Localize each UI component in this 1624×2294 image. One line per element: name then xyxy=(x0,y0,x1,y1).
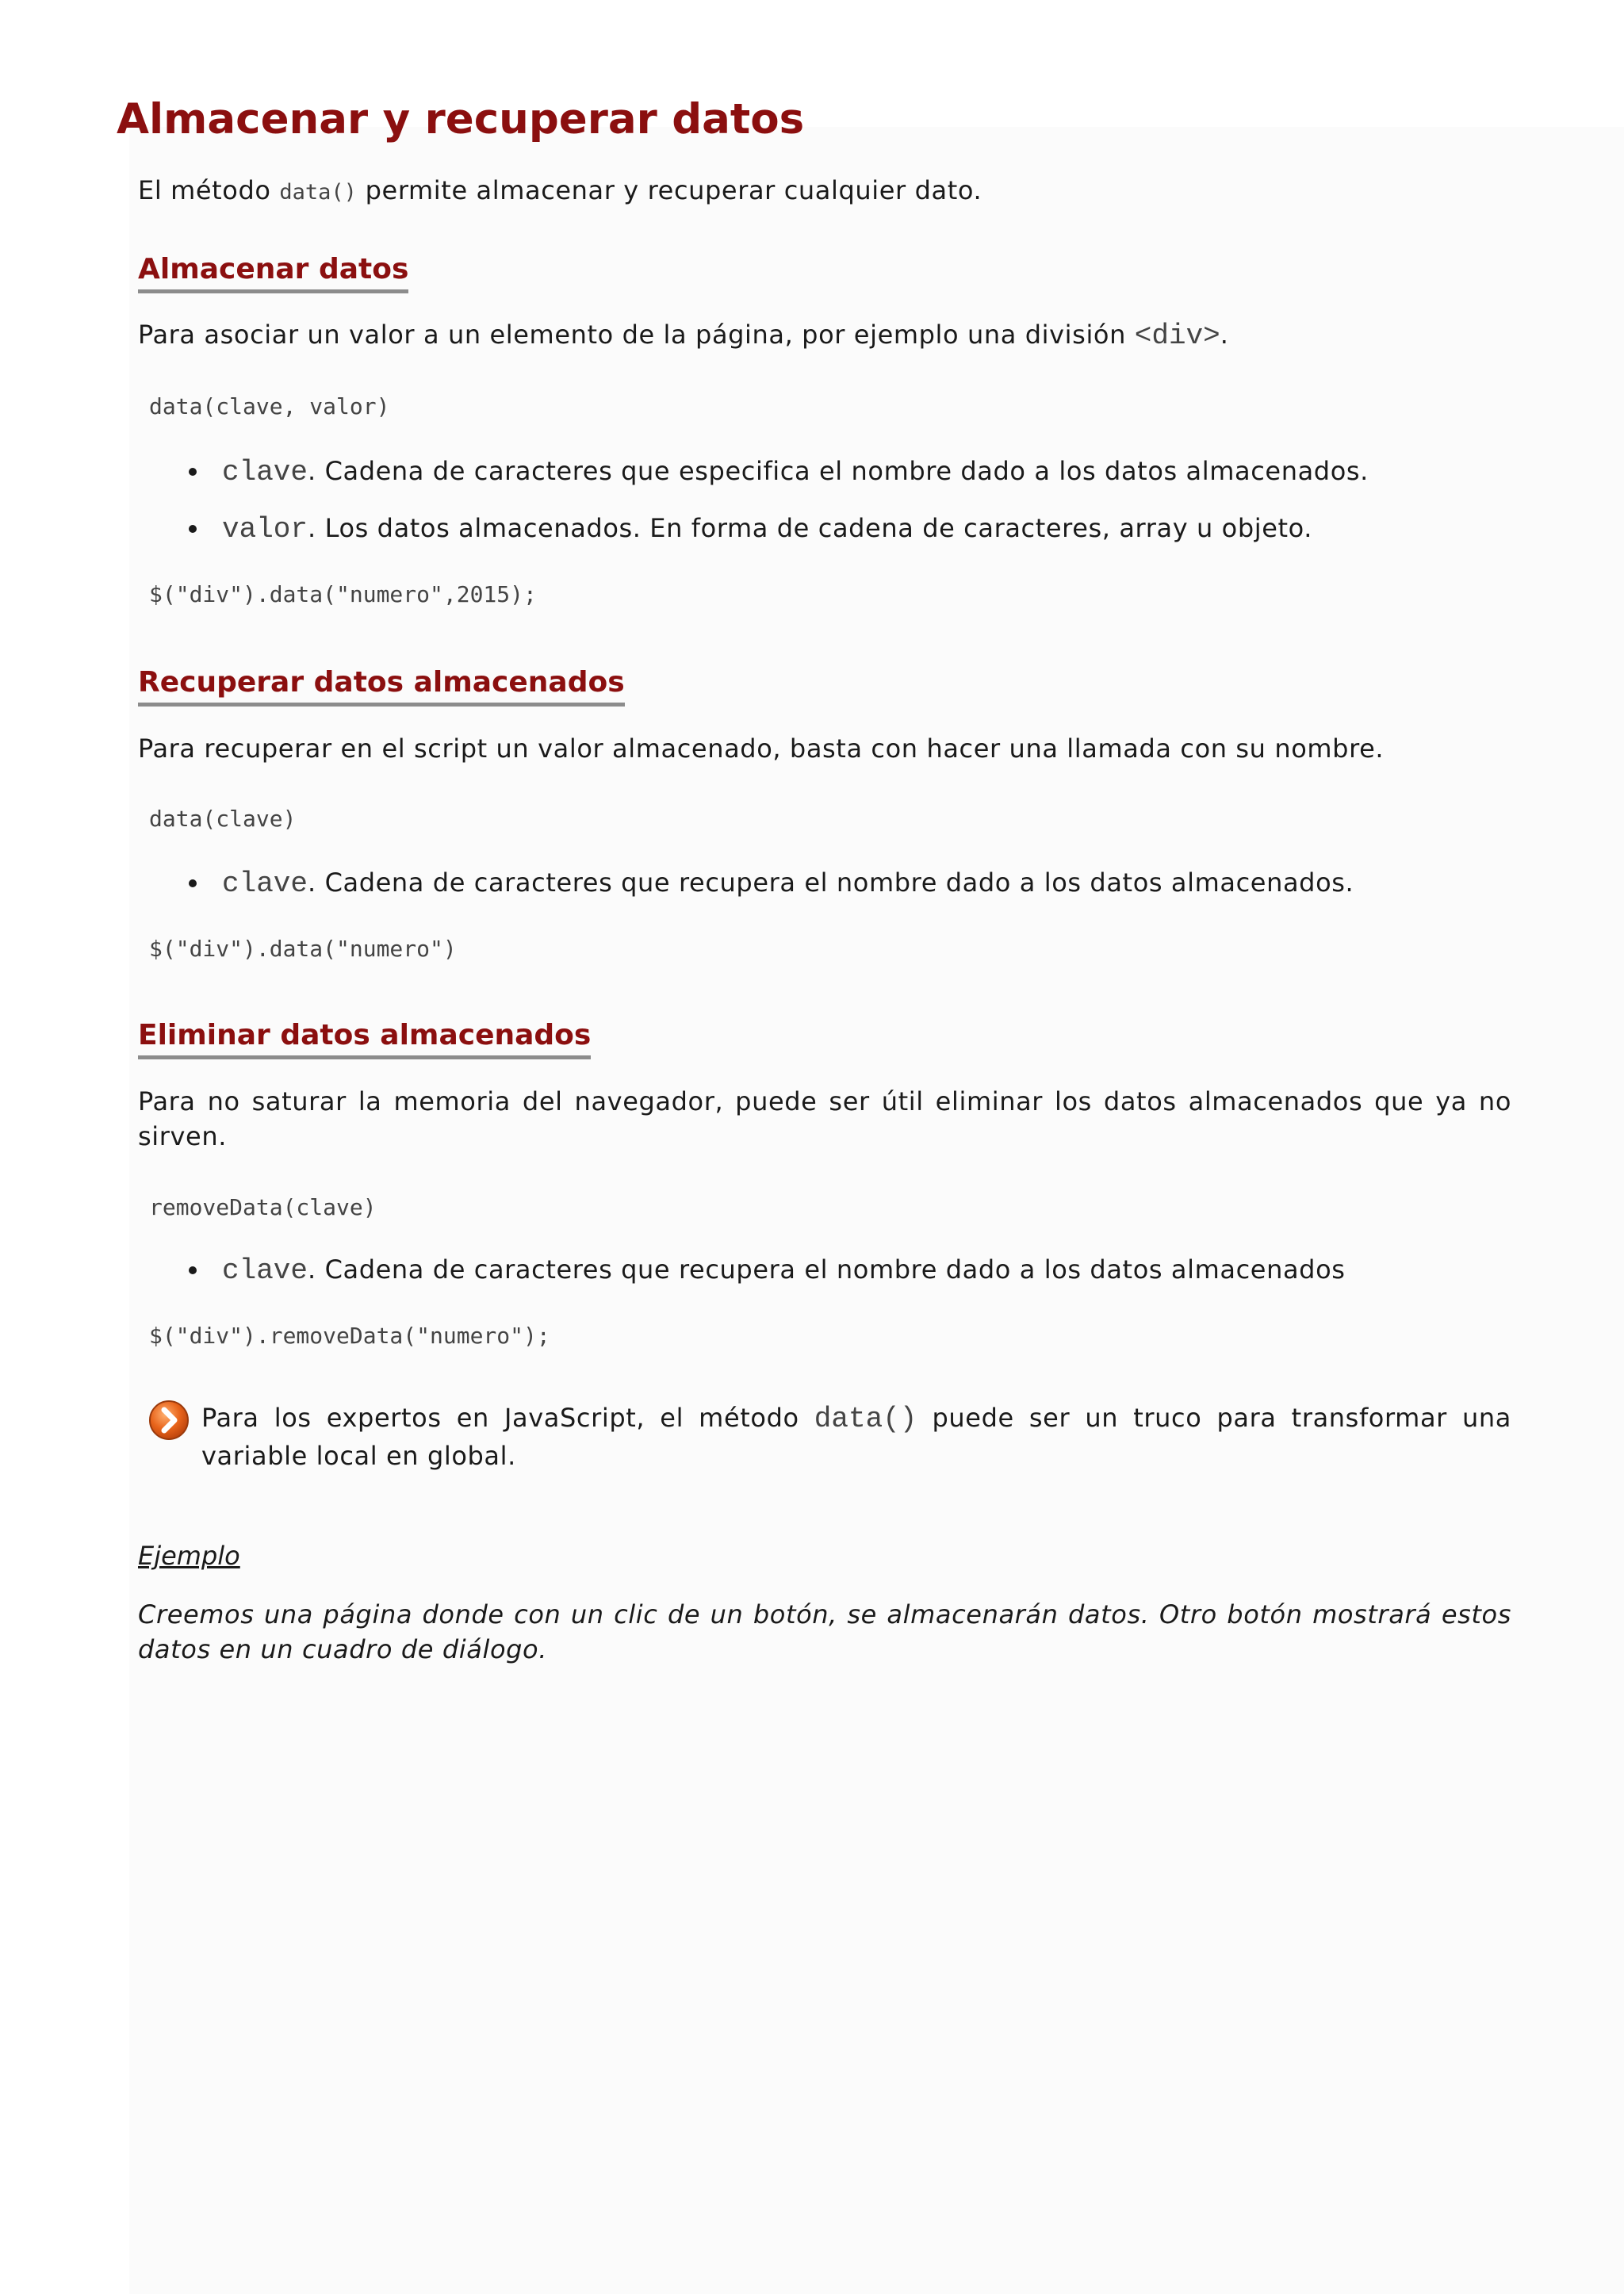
syntax-code-almacenar: data(clave, valor) xyxy=(149,393,390,419)
description-text-after: . xyxy=(1220,320,1229,350)
param-name: clave xyxy=(222,867,308,900)
param-name: clave xyxy=(222,456,308,488)
intro-code: data() xyxy=(279,180,357,205)
syntax-code-eliminar: removeData(clave) xyxy=(149,1194,377,1220)
bullet-icon xyxy=(189,1266,197,1274)
param-description: . Cadena de caracteres que recupera el nombre dado a los datos almacenados xyxy=(308,1254,1346,1285)
intro-text-before: El método xyxy=(138,175,280,205)
example-label: Ejemplo xyxy=(138,1541,240,1571)
section-heading-recuperar: Recuperar datos almacenados xyxy=(138,664,625,707)
bullet-icon xyxy=(189,468,197,476)
tip-note xyxy=(201,1400,1511,1474)
chevron-right-icon xyxy=(148,1400,190,1441)
bullet-icon xyxy=(189,879,197,887)
param-description: . Los datos almacenados. En forma de cadena de caracteres, array u objeto. xyxy=(308,513,1313,543)
param-name: valor xyxy=(222,513,308,546)
example-code-recuperar: $("div").data("numero") xyxy=(149,936,457,962)
tip-text-before: Para los expertos en JavaScript, el método xyxy=(201,1403,814,1433)
page-title: Almacenar y recuperar datos xyxy=(117,95,805,144)
example-description: Creemos una página donde con un clic de un botón, se almacenarán datos. Otro botón mostrará estos datos en un cuadro de diálogo. xyxy=(138,1599,1511,1664)
param-description: . Cadena de caracteres que especifica el nombre dado a los datos almacenados. xyxy=(308,456,1369,486)
param-description: . Cadena de caracteres que recupera el nombre dado a los datos almacenados. xyxy=(308,867,1354,898)
intro-paragraph xyxy=(138,173,1511,210)
example-code-almacenar: $("div").data("numero",2015); xyxy=(149,581,537,607)
description-text-before: Para asociar un valor a un elemento de la página, por ejemplo una división xyxy=(138,320,1135,350)
tip-code: data() xyxy=(814,1403,917,1435)
example-code-eliminar: $("div").removeData("numero"); xyxy=(149,1323,550,1349)
section-description-almacenar xyxy=(138,317,1511,354)
section-heading-eliminar: Eliminar datos almacenados xyxy=(138,1017,591,1059)
syntax-code-recuperar: data(clave) xyxy=(149,806,297,832)
section-heading-almacenar: Almacenar datos xyxy=(138,251,408,293)
tip-text-after: puede ser un truco para transformar una variable local en global. xyxy=(201,1403,1511,1471)
bullet-icon xyxy=(189,525,197,533)
section-description-eliminar: Para no saturar la memoria del navegador, puede ser útil eliminar los datos almacenados que ya no sirven. xyxy=(138,1086,1511,1151)
intro-text-after: permite almacenar y recuperar cualquier dato. xyxy=(356,175,982,205)
section-description-recuperar: Para recuperar en el script un valor almacenado, basta con hacer una llamada con su nombre. xyxy=(138,733,1385,764)
param-name: clave xyxy=(222,1254,308,1287)
description-code: <div> xyxy=(1134,320,1220,352)
